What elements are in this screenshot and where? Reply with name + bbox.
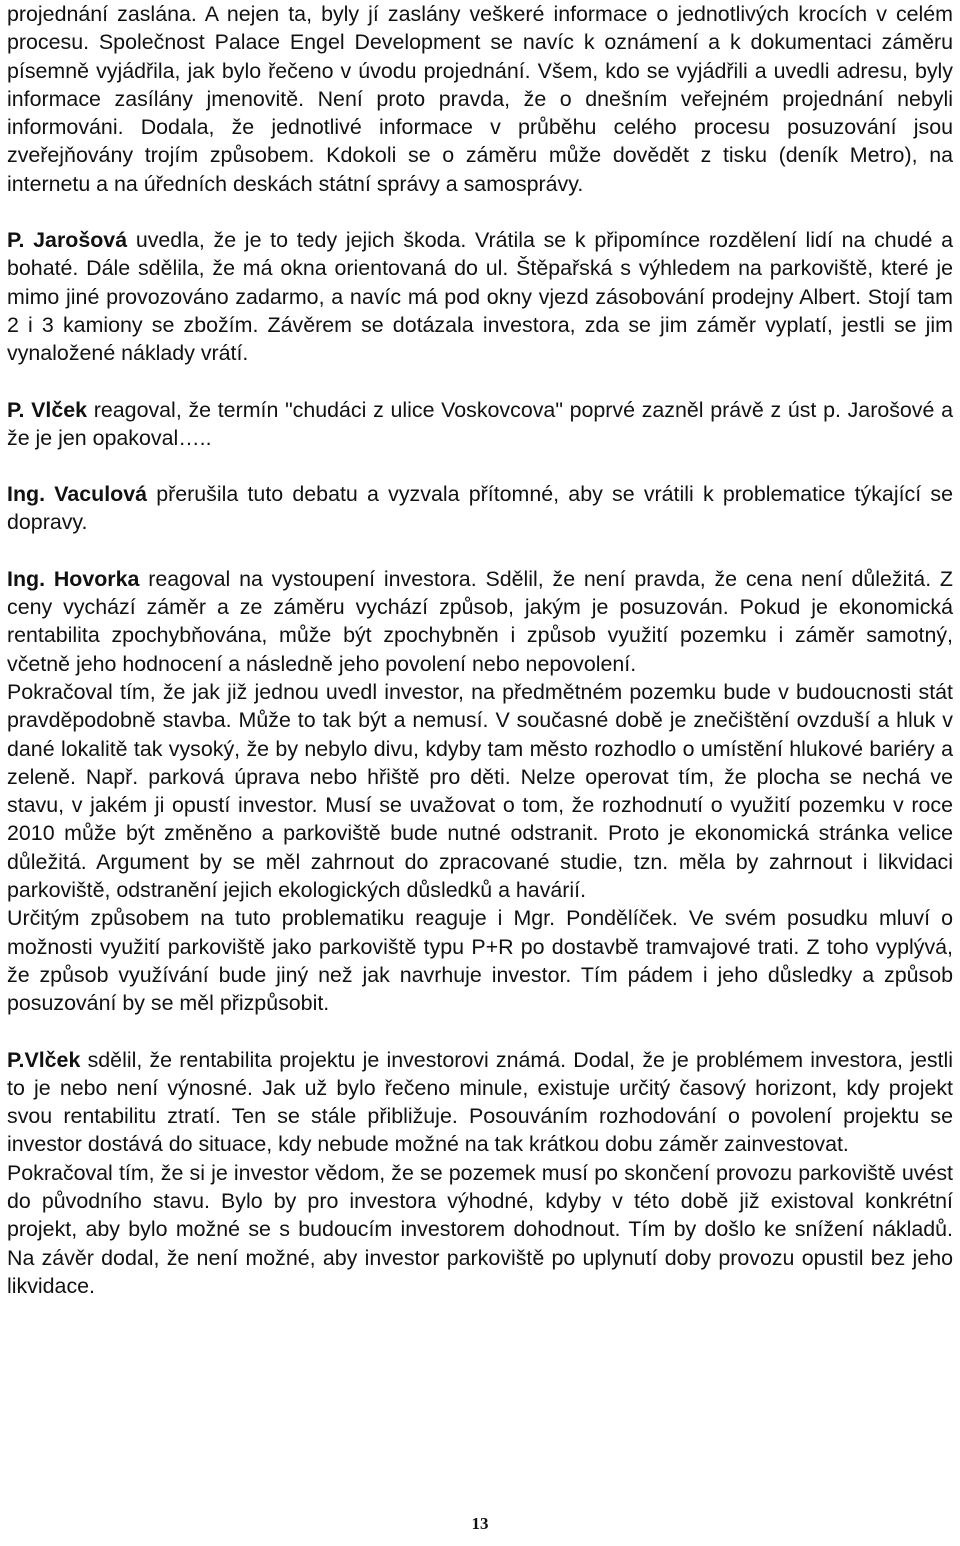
speaker-name: Ing. Hovorka	[7, 566, 140, 591]
paragraph-spacer	[7, 368, 953, 396]
paragraph-spacer	[7, 1018, 953, 1046]
paragraph-jarosova	[7, 226, 953, 367]
speaker-name: P. Vlček	[7, 397, 88, 422]
paragraph-text: reagoval na vystoupení investora. Sdělil, že není pravda, že cena není důležitá. Z ceny vychází záměr a ze záměru vychází způsob, jakým je posuzován. Pokud je ekonomická rentabilita zpochybňována, může být zpochybněn i způsob využití pozemku i záměr samotný, včetně jeho hodnocení a následně jeho povolení nebo nepovolení.	[7, 566, 953, 676]
paragraph-spacer	[7, 537, 953, 565]
page-number: 13	[471, 1514, 489, 1533]
paragraph-hovorka-continued	[7, 678, 953, 904]
paragraph-notification	[7, 0, 953, 198]
paragraph-spacer	[7, 452, 953, 480]
paragraph-text: sdělil, že rentabilita projektu je investorovi známá. Dodal, že je problémem investora, jestli to je nebo není výnosné. Jak už bylo řečeno minule, existuje určitý časový horizont, kdy projekt svou rentabilitu ztratí. Ten se stále přibližuje. Posouváním rozhodování o povolení projektu se investor dostává do situace, kdy nebude možné na tak krátkou dobu záměr zainvestovat.	[7, 1047, 953, 1157]
speaker-name: Ing. Vaculová	[7, 482, 147, 507]
paragraph-text: projednání zaslána. A nejen ta, byly jí zaslány veškeré informace o jednotlivých krocích v celém procesu. Společnost Palace Engel Development se navíc k oznámení a k dokumentaci záměru písemně vyjádřila, jak bylo řečeno v úvodu projednání. Všem, kdo se vyjádřili a uvedli adresu, byly informace zasílány jmenovitě. Není proto pravda, že o dnešním veřejném projednání nebyli informováni. Dodala, že jednotlivé informace v průběhu celého procesu posuzování jsou zveřejňovány trojím způsobem. Kdokoli se o záměru může dovědět z tisku (deník Metro), na internetu a na úředních deskách státní správy a samosprávy.	[7, 2, 953, 196]
speaker-name: P.Vlček	[7, 1047, 81, 1072]
paragraph-hovorka	[7, 565, 953, 678]
paragraph-vaculova	[7, 480, 953, 537]
paragraph-vlcek-2	[7, 1046, 953, 1159]
paragraph-text: přerušila tuto debatu a vyzvala přítomné, aby se vrátili k problematice týkající se dopravy.	[7, 482, 953, 535]
paragraph-vlcek-1	[7, 396, 953, 453]
speaker-name: P. Jarošová	[7, 228, 128, 253]
paragraph-vlcek-continued	[7, 1159, 953, 1300]
document-page	[7, 0, 953, 1300]
paragraph-text: Pokračoval tím, že jak již jednou uvedl investor, na předmětném pozemku bude v budoucnosti stát pravděpodobně stavba. Může to tak být a nemusí. V současné době je znečištění ovzduší a hluk v dané lokalitě tak vysoký, že by nebylo divu, kdyby tam město rozhodlo o umístění hlukové bariéry a zeleně. Např. parková úprava nebo hřiště pro děti. Nelze operovat tím, že plocha se nechá ve stavu, v jakém ji opustí investor. Musí se uvažovat o tom, že rozhodnutí o využití pozemku v roce 2010 může být změněno a parkoviště bude nutné odstranit. Proto je ekonomická stránka velice důležitá. Argument by se měl zahrnout do zpracované studie, tzn. měla by zahrnout i likvidaci parkoviště, odstranění jejich ekologických důsledků a havárií.	[7, 679, 953, 903]
paragraph-text: Určitým způsobem na tuto problematiku reaguje i Mgr. Pondělíček. Ve svém posudku mluví o možnosti využití parkoviště jako parkoviště typu P+R po dostavbě tramvajové trati. Z toho vyplývá, že způsob využívání bude jiný než jak navrhuje investor. Tím pádem i jeho důsledky a způsob posuzování by se měl přizpůsobit.	[7, 906, 953, 1016]
paragraph-text: Pokračoval tím, že si je investor vědom, že se pozemek musí po skončení provozu parkoviště uvést do původního stavu. Bylo by pro investora výhodné, kdyby v této době již existoval konkrétní projekt, aby bylo možné se s budoucím investorem dohodnout. Tím by došlo ke snížení nákladů. Na závěr dodal, že není možné, aby investor parkoviště po uplynutí doby provozu opustil bez jeho likvidace.	[7, 1160, 953, 1298]
paragraph-spacer	[7, 198, 953, 226]
paragraph-text: reagoval, že termín "chudáci z ulice Voskovcova" poprvé zazněl právě z úst p. Jarošové a že je jen opakoval…..	[7, 397, 953, 450]
paragraph-pondelicek	[7, 904, 953, 1017]
paragraph-text: uvedla, že je to tedy jejich škoda. Vrátila se k připomínce rozdělení lidí na chudé a bohaté. Dále sdělila, že má okna orientovaná do ul. Štěpařská s výhledem na parkoviště, které je mimo jiné provozováno zadarmo, a navíc má pod okny vjezd zásobování prodejny Albert. Stojí tam 2 i 3 kamiony se zbožím. Závěrem se dotázala investora, zda se jim záměr vyplatí, jestli se jim vynaložené náklady vrátí.	[7, 228, 953, 366]
